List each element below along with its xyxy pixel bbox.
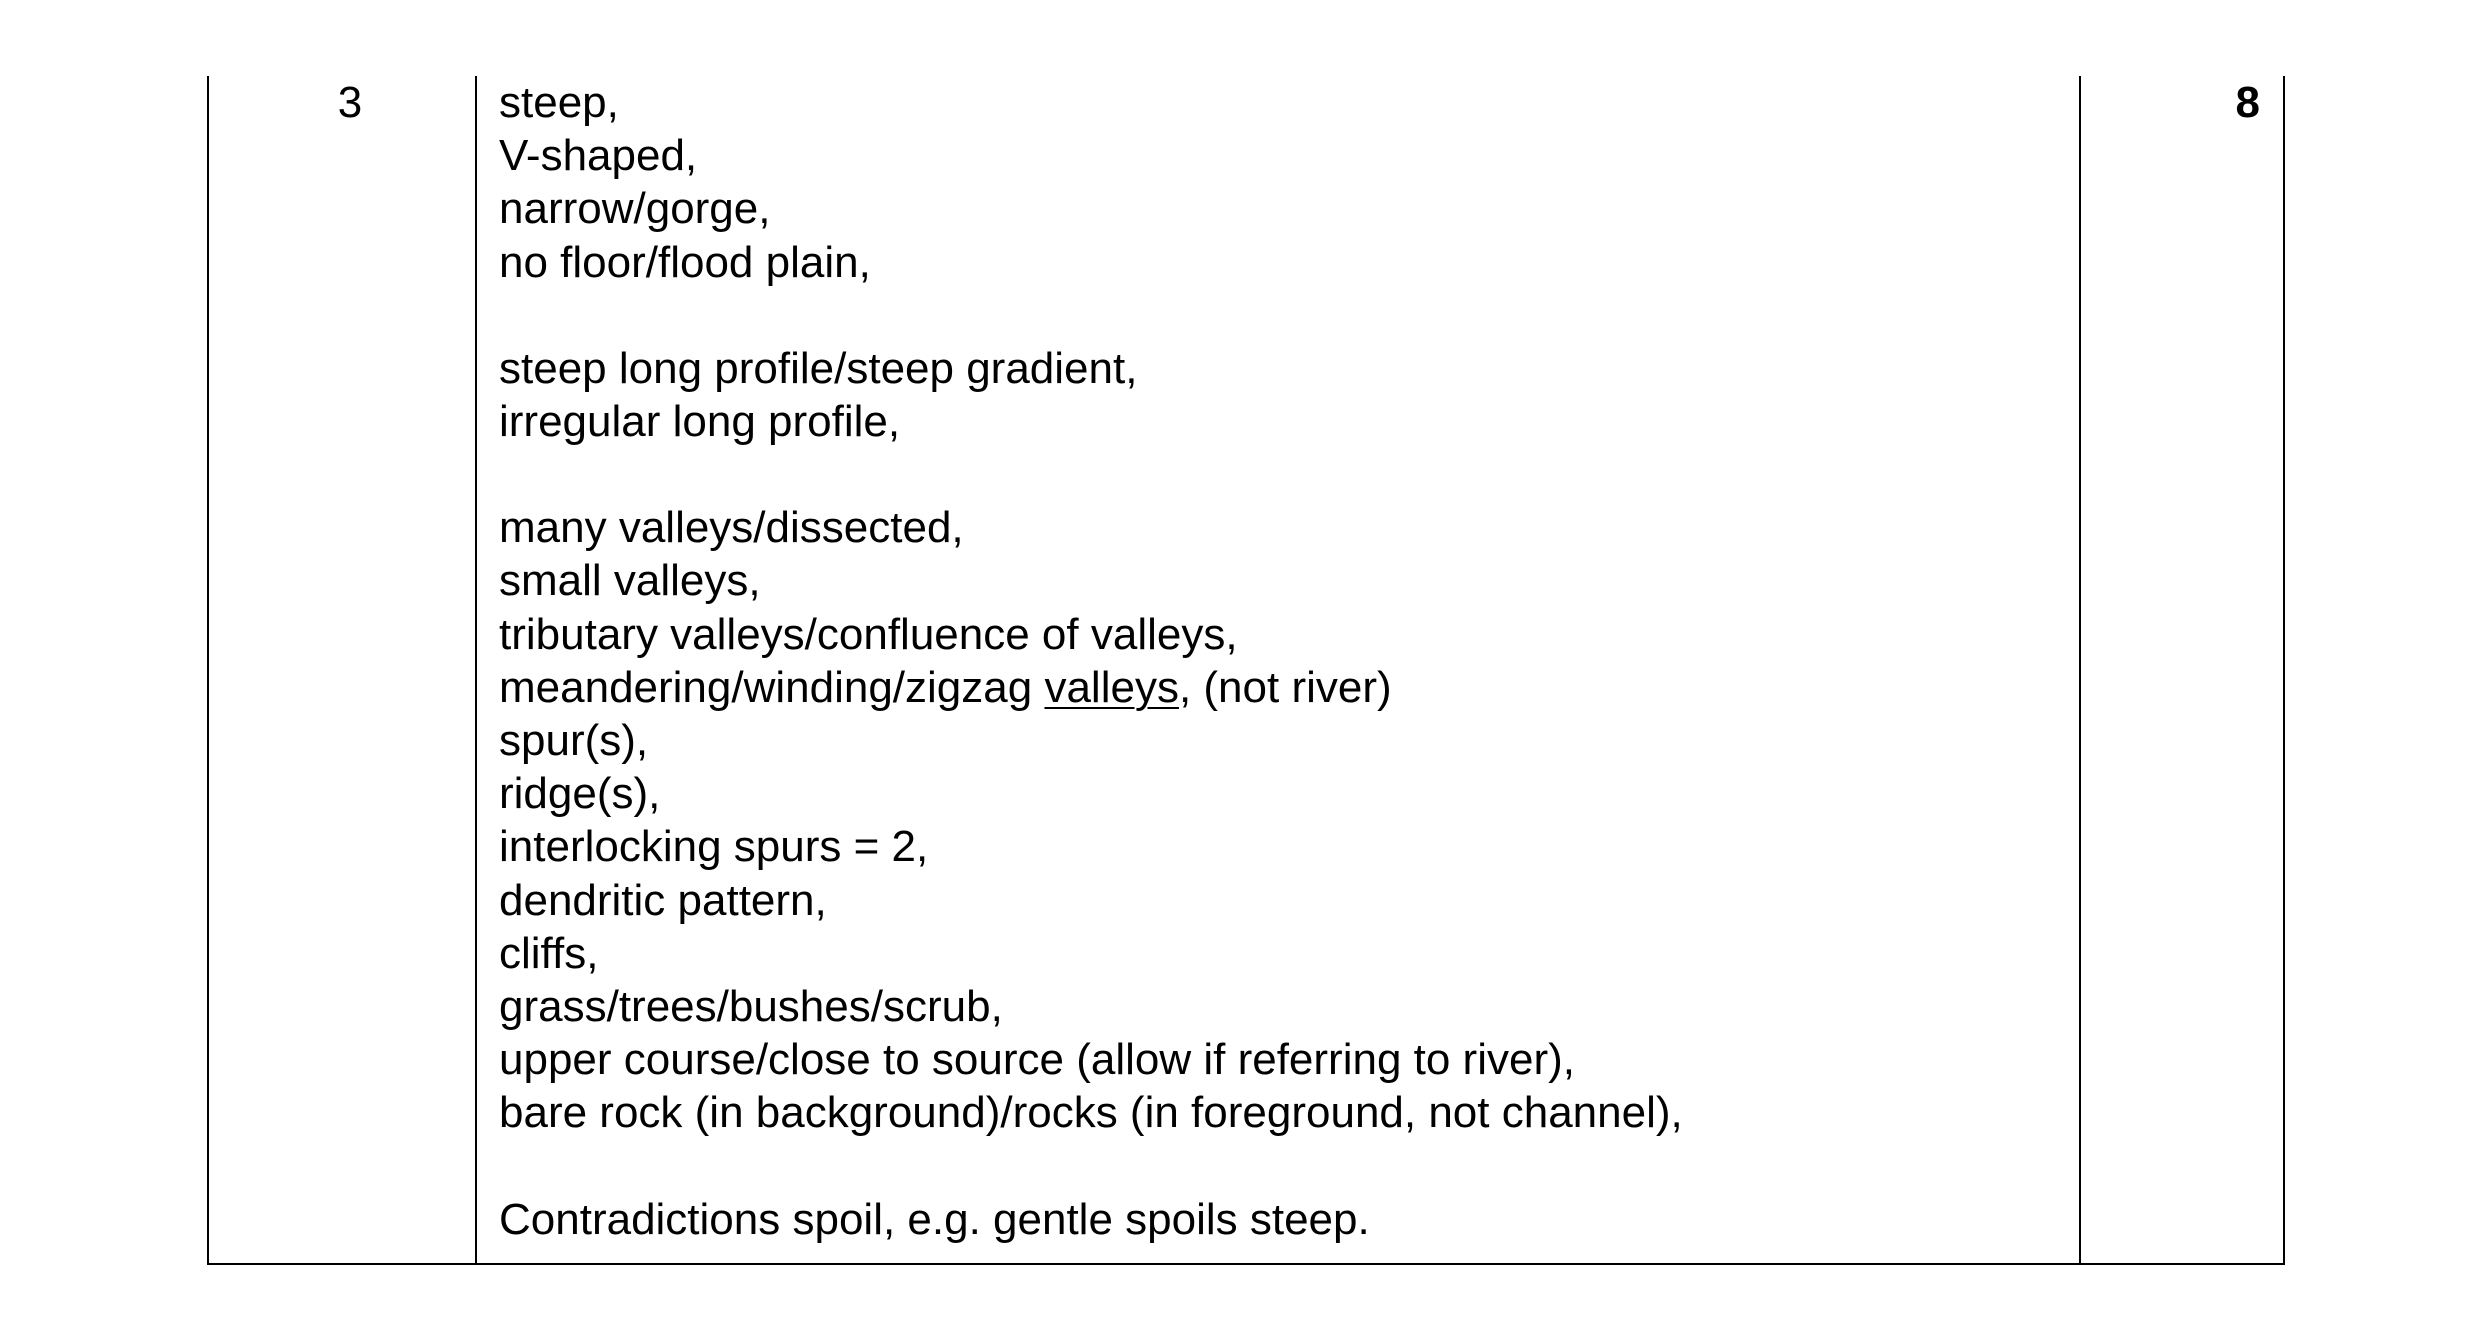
answer-line: steep, (499, 78, 619, 127)
answer-line: narrow/gorge, (499, 184, 771, 234)
answer-line: steep long profile/steep gradient, (499, 343, 1138, 393)
answer-line: V-shaped, (499, 131, 698, 181)
answer-line: interlocking spurs = 2, (499, 822, 929, 872)
answer-line: tributary valleys/confluence of valleys, (499, 609, 1238, 659)
answer-group-note (499, 1193, 2059, 1246)
underlined-word: valleys (1044, 662, 1179, 712)
answer-line: small valleys, (499, 556, 761, 606)
answer-line: no floor/flood plain, (499, 237, 871, 287)
blank-line (499, 448, 2059, 501)
question-number: 3 (337, 78, 363, 127)
answer-line: many valleys/dissected, (499, 503, 964, 553)
column-divider (2079, 76, 2081, 1263)
marks-value: 8 (2235, 78, 2260, 127)
marks-cell (2081, 76, 2285, 129)
answer-line: grass/trees/bushes/scrub, (499, 982, 1003, 1032)
meander-suffix: , (not river) (1178, 662, 1392, 712)
answer-group-features (499, 501, 2059, 1139)
blank-line (499, 289, 2059, 342)
answer-line: Contradictions spoil, e.g. gentle spoils steep. (499, 1194, 1370, 1244)
answer-line: cliffs, (499, 928, 599, 978)
question-number-cell (209, 76, 475, 129)
mark-scheme-table (207, 76, 2285, 1265)
answer-group-shape (499, 76, 2059, 289)
answer-line: upper course/close to source (allow if referring to river), (499, 1035, 1575, 1085)
answer-line-meandering (499, 661, 2059, 714)
meander-prefix: meandering/winding/zigzag (499, 662, 1045, 712)
blank-line (499, 1140, 2059, 1193)
answer-line: ridge(s), (499, 769, 661, 819)
column-divider (475, 76, 477, 1263)
answer-group-profile (499, 342, 2059, 448)
answer-line: dendritic pattern, (499, 875, 827, 925)
answer-line: spur(s), (499, 716, 649, 766)
answer-cell (499, 76, 2059, 1246)
answer-line: bare rock (in background)/rocks (in foreground, not channel), (499, 1088, 1683, 1138)
answer-line: irregular long profile, (499, 397, 901, 447)
